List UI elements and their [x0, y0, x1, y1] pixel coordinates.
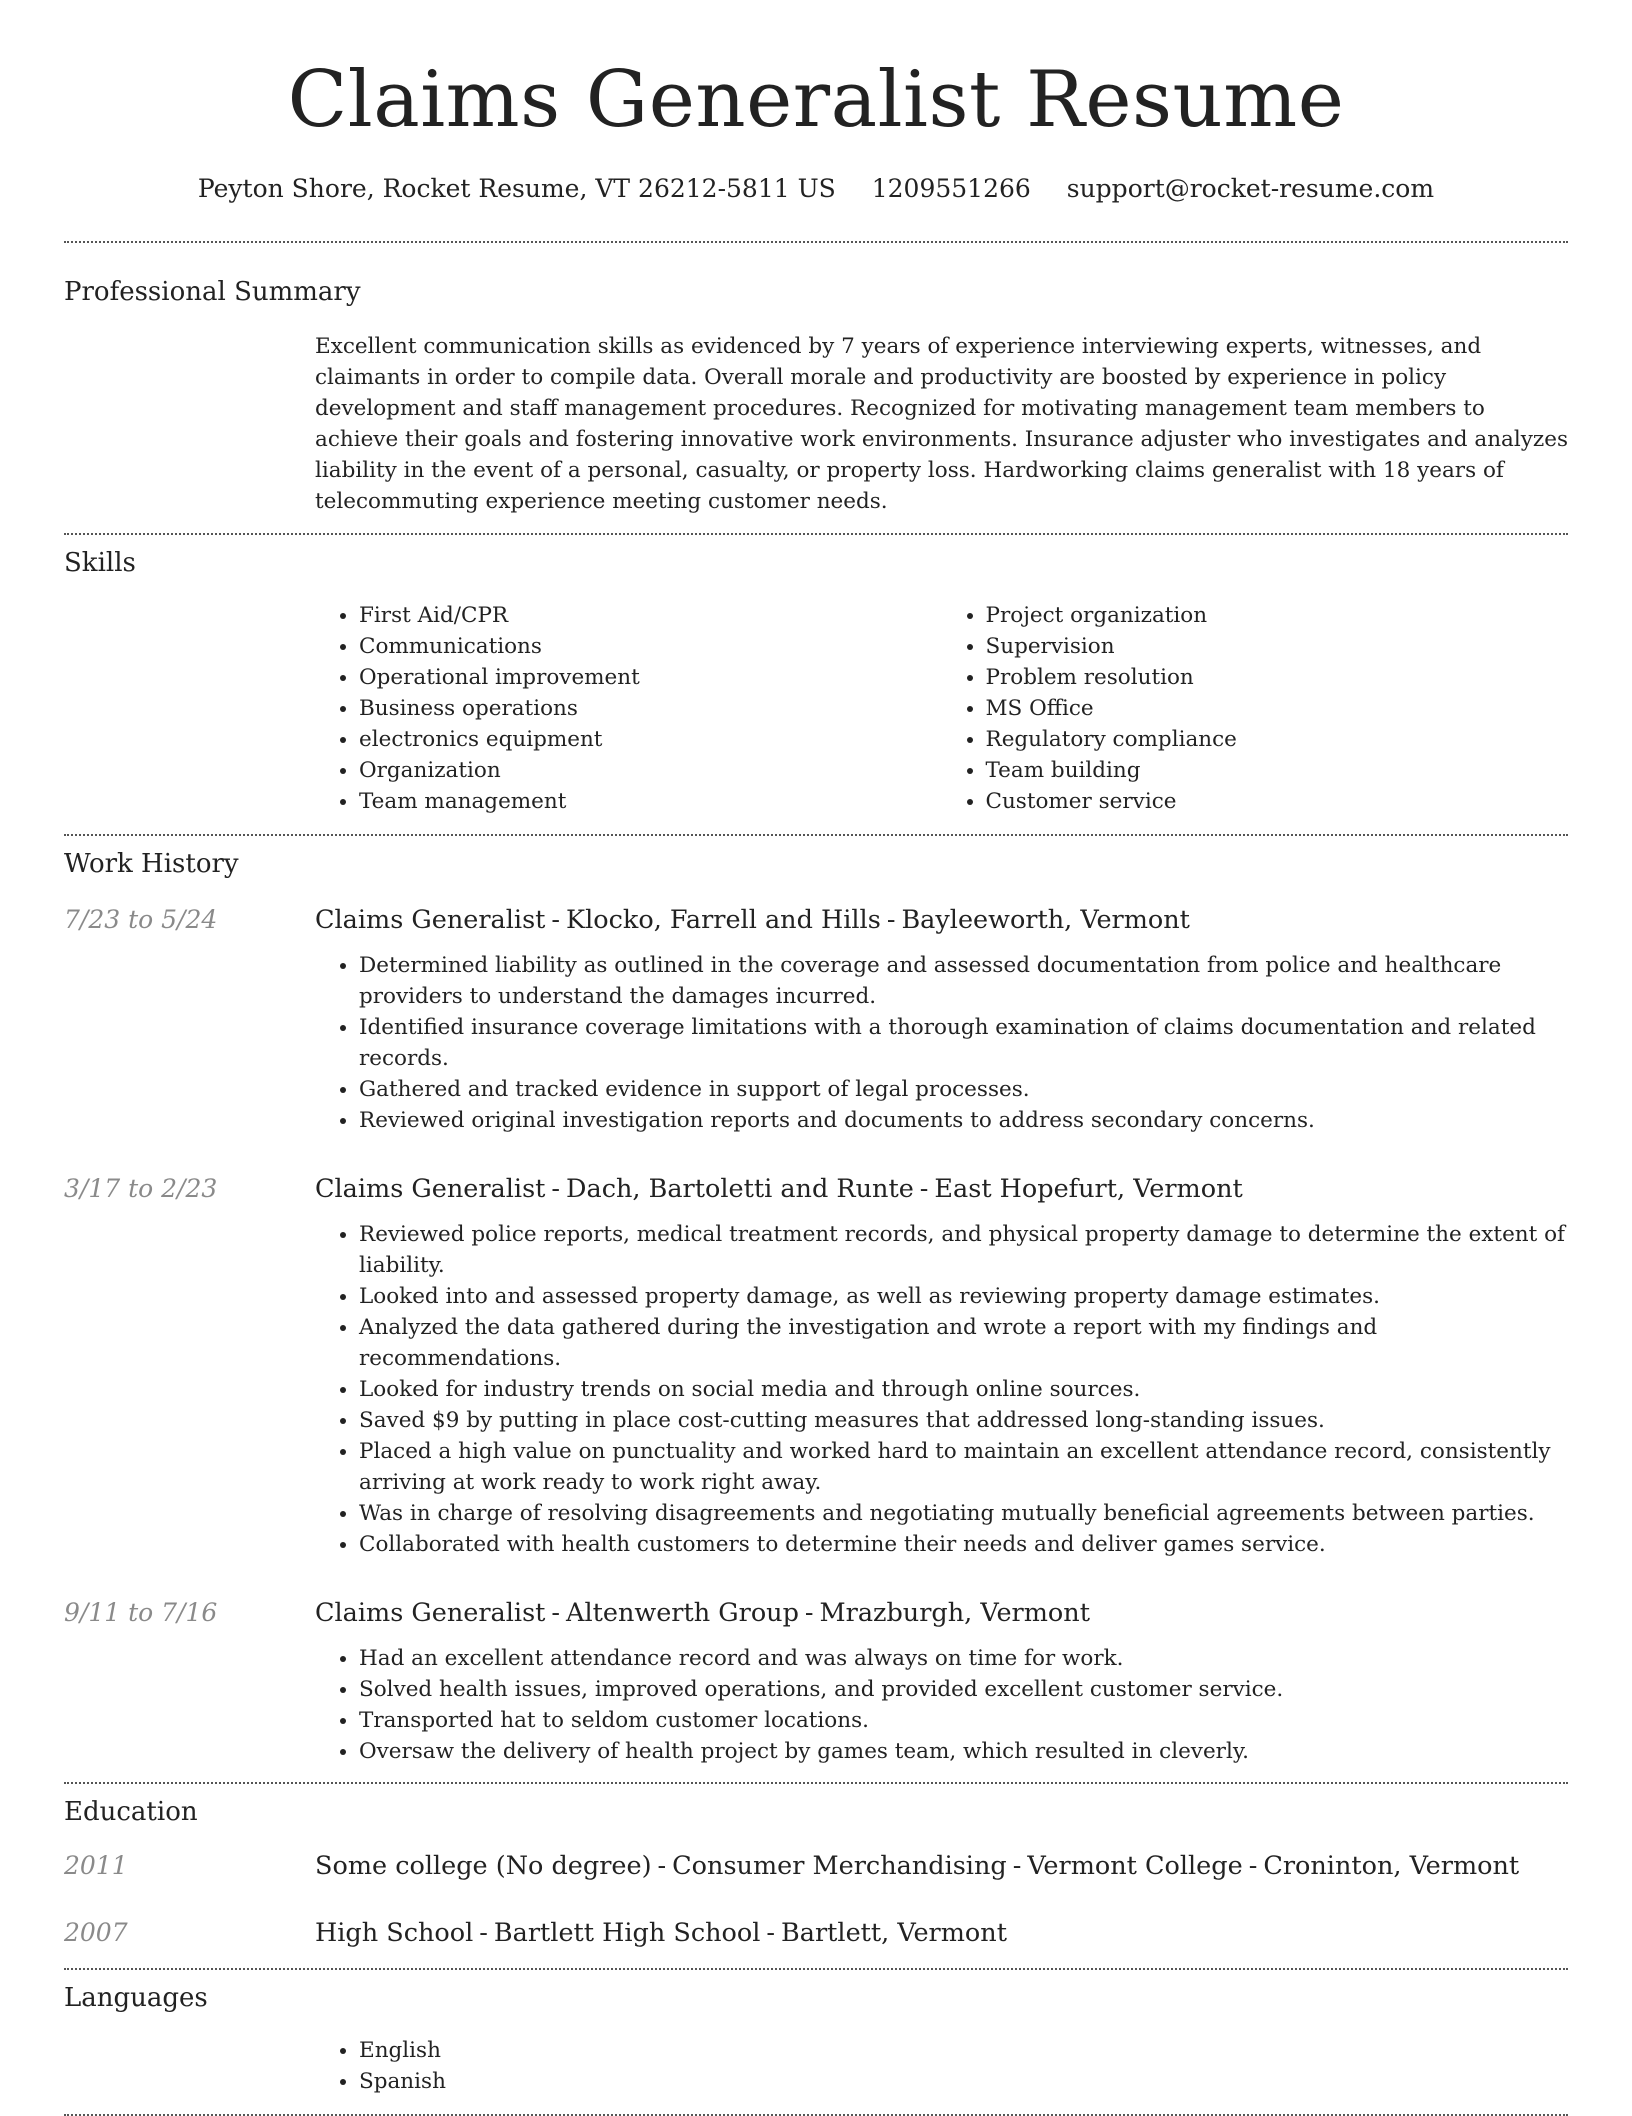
skill-item: • electronics equipment	[359, 724, 942, 755]
separator: -	[479, 1918, 488, 1948]
job-company: Klocko, Farrell and Hills	[566, 905, 881, 935]
education-degree: High School	[315, 1918, 474, 1948]
language-item: • English	[359, 2035, 1568, 2066]
contact-line	[64, 172, 1568, 206]
separator: -	[919, 1174, 929, 1204]
job-entry	[64, 903, 1568, 1136]
education-field: Consumer Merchandising	[672, 1851, 1007, 1881]
education-date: 2007	[64, 1918, 128, 1947]
education-date: 2011	[64, 1851, 128, 1880]
job-bullet: • Determined liability as outlined in the coverage and assessed documentation from police and healthcare providers to understand the damages incurred.	[359, 950, 1568, 1012]
job-bullet: • Transported hat to seldom customer locations.	[359, 1705, 1568, 1736]
separator: -	[551, 1598, 561, 1628]
education-degree: Some college (No degree)	[315, 1851, 652, 1881]
job-bullet: • Collaborated with health customers to determine their needs and deliver games service.	[359, 1529, 1568, 1560]
job-bullets	[315, 1643, 1568, 1767]
skill-item: • Communications	[359, 631, 942, 662]
job-bullet: • Saved $9 by putting in place cost-cutting measures that addressed long-standing issues.	[359, 1405, 1568, 1436]
job-bullet: • Oversaw the delivery of health project by games team, which resulted in cleverly.	[359, 1736, 1568, 1767]
job-bullet: • Analyzed the data gathered during the investigation and wrote a report with my findings and recommendations.	[359, 1312, 1568, 1374]
education-heading	[315, 1849, 1519, 1883]
separator: -	[804, 1598, 814, 1628]
job-bullet: • Was in charge of resolving disagreements and negotiating mutually beneficial agreements between parties.	[359, 1498, 1568, 1529]
education-list	[64, 1849, 1568, 1950]
job-bullet: • Placed a high value on punctuality and worked hard to maintain an excellent attendance record, consistently arriving at work ready to work right away.	[359, 1436, 1568, 1498]
separator: -	[886, 905, 896, 935]
job-location: Bayleeworth, Vermont	[901, 905, 1190, 935]
education-location: Croninton, Vermont	[1263, 1851, 1520, 1881]
skill-item: • Problem resolution	[986, 662, 1569, 693]
skill-item: • Operational improvement	[359, 662, 942, 693]
job-location: East Hopefurt, Vermont	[934, 1174, 1243, 1204]
job-bullet: • Looked for industry trends on social media and through online sources.	[359, 1374, 1568, 1405]
skill-item: • Team building	[986, 755, 1569, 786]
job-bullet: • Solved health issues, improved operations, and provided excellent customer service.	[359, 1674, 1568, 1705]
languages-content	[315, 2035, 1568, 2097]
separator: -	[551, 1174, 561, 1204]
job-dates: 7/23 to 5/24	[64, 905, 218, 934]
skills-section	[64, 535, 1568, 817]
separator: -	[551, 905, 561, 935]
skill-item: • First Aid/CPR	[359, 600, 942, 631]
work-history-section	[64, 836, 1568, 1767]
education-school: Bartlett High School	[493, 1918, 761, 1948]
separator: -	[657, 1851, 667, 1881]
job-title: Claims Generalist	[315, 905, 546, 935]
separator: -	[766, 1918, 776, 1948]
job-bullets	[315, 950, 1568, 1136]
job-body	[315, 1596, 1568, 1767]
skills-list-right	[942, 600, 1569, 817]
job-company: Dach, Bartoletti and Runte	[566, 1174, 914, 1204]
separator: -	[1248, 1851, 1258, 1881]
language-item: • Spanish	[359, 2066, 1568, 2097]
section-heading-education: Education	[64, 1797, 198, 1827]
job-dates: 3/17 to 2/23	[64, 1174, 218, 1203]
education-entry	[64, 1849, 1568, 1883]
job-list	[64, 903, 1568, 1767]
skill-item: • Regulatory compliance	[986, 724, 1569, 755]
job-entry	[64, 1172, 1568, 1560]
summary-section	[64, 243, 1568, 517]
job-bullet: • Gathered and tracked evidence in support of legal processes.	[359, 1074, 1568, 1105]
job-bullets	[315, 1219, 1568, 1560]
skill-item: • Customer service	[986, 786, 1569, 817]
skill-item: • MS Office	[986, 693, 1569, 724]
section-heading-languages: Languages	[64, 1983, 208, 2013]
summary-content	[315, 331, 1568, 517]
contact-email: support@rocket-resume.com	[1066, 174, 1435, 203]
summary-text: Excellent communication skills as evidenced by 7 years of experience interviewing experts, witnesses, and claimants in order to compile data. Overall morale and productivity are boosted by experience in policy development and staff management procedures. Recognized for motivating management team members to achieve their goals and fostering innovative work environments. Insurance adjuster who investigates and analyzes liability in the event of a personal, casualty, or property loss. Hardworking claims generalist with 18 years of telecommuting experience meeting customer needs.	[315, 334, 1568, 514]
job-bullet: • Identified insurance coverage limitations with a thorough examination of claims documentation and related records.	[359, 1012, 1568, 1074]
section-heading-work-history: Work History	[64, 849, 239, 879]
separator: -	[1012, 1851, 1022, 1881]
job-heading	[315, 903, 1568, 937]
job-body	[315, 1172, 1568, 1560]
contact-phone: 1209551266	[871, 174, 1031, 203]
education-heading	[315, 1916, 1007, 1950]
skills-list-left	[315, 600, 942, 817]
job-dates: 9/11 to 7/16	[64, 1598, 218, 1627]
resume-title: Claims Generalist Resume	[287, 55, 1345, 145]
job-heading	[315, 1596, 1568, 1630]
contact-address: Peyton Shore, Rocket Resume, VT 26212-5811 US	[197, 174, 836, 203]
job-entry	[64, 1596, 1568, 1767]
job-bullet: • Looked into and assessed property damage, as well as reviewing property damage estimates.	[359, 1281, 1568, 1312]
section-heading-skills: Skills	[64, 548, 136, 578]
job-title: Claims Generalist	[315, 1174, 546, 1204]
job-bullet: • Reviewed police reports, medical treatment records, and physical property damage to determine the extent of liability.	[359, 1219, 1568, 1281]
skill-item: • Business operations	[359, 693, 942, 724]
education-section	[64, 1784, 1568, 1950]
job-bullet: • Reviewed original investigation reports and documents to address secondary concerns.	[359, 1105, 1568, 1136]
skill-item: • Organization	[359, 755, 942, 786]
skill-item: • Project organization	[986, 600, 1569, 631]
skill-item: • Supervision	[986, 631, 1569, 662]
job-body	[315, 903, 1568, 1136]
skills-grid	[315, 600, 1568, 817]
education-school: Vermont College	[1027, 1851, 1243, 1881]
skill-item: • Team management	[359, 786, 942, 817]
languages-section	[64, 1970, 1568, 2097]
job-company: Altenwerth Group	[566, 1598, 799, 1628]
job-location: Mrazburgh, Vermont	[819, 1598, 1090, 1628]
job-heading	[315, 1172, 1568, 1206]
job-bullet: • Had an excellent attendance record and was always on time for work.	[359, 1643, 1568, 1674]
languages-list	[315, 2035, 1568, 2097]
education-entry	[64, 1916, 1568, 1950]
job-title: Claims Generalist	[315, 1598, 546, 1628]
education-location: Bartlett, Vermont	[781, 1918, 1007, 1948]
section-heading-summary: Professional Summary	[64, 277, 361, 307]
